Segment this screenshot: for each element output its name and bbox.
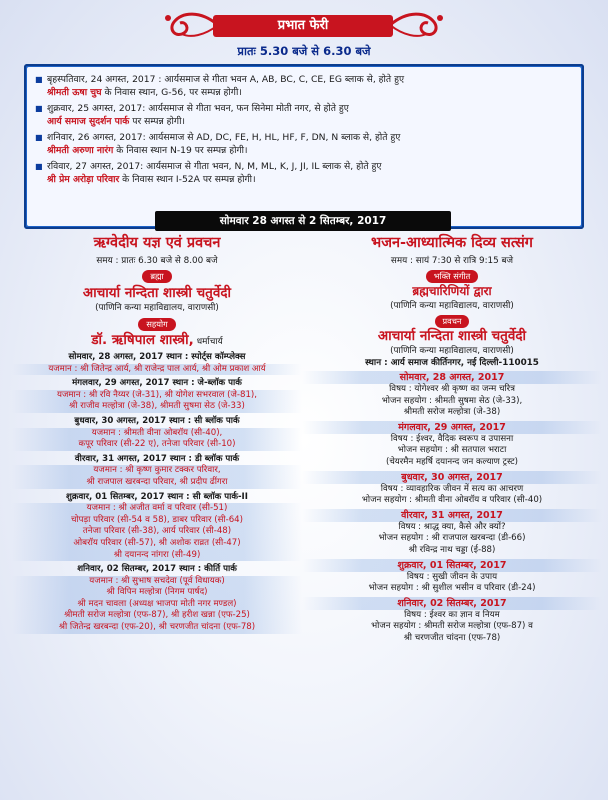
morning-item-text [47, 102, 349, 128]
morning-item-host: श्री प्रेम अरोड़ा परिवार [47, 174, 120, 185]
morning-item-line2 [47, 144, 400, 157]
satsang-day-heading: वीरवार, 31 अगस्त, 2017 [302, 509, 602, 522]
morning-item-rest: के निवास स्थान N-19 पर सम्पन्न होगी। [113, 145, 248, 156]
satsang-day-block [302, 559, 602, 595]
prabhat-pheri-title: प्रभात फेरी [213, 15, 393, 37]
acharya-role: धर्माचार्य [196, 337, 223, 347]
yajna-day-heading: वीरवार, 31 अगस्त, 2017 स्थान : डी ब्लॉक पार्क [74, 453, 240, 464]
yajna-day-line: यजमान : श्री जितेन्द्र आर्य, श्री राजेन्द्र पाल आर्य, श्री ओम प्रकाश आर्य [12, 364, 302, 376]
acharya-name: डॉ. ऋषिपाल शास्त्री, [91, 332, 194, 348]
yajna-day-block [12, 454, 302, 489]
sahyog-label: सहयोग [138, 318, 175, 331]
yajna-day-line: यजमान : श्रीमती वीना ओबरॉय (सी-40), [12, 428, 302, 440]
yajna-day-heading: सोमवार, 28 अगस्त, 2017 स्थान : स्पोर्ट्स कॉम्प्लेक्स [68, 352, 246, 362]
morning-item-text [47, 160, 381, 186]
yajna-day-line: ओबरॉय परिवार (सी-57), श्री अशोक राव्रत (सी-47) [12, 538, 302, 550]
yajna-title: ऋग्वेदीय यज्ञ एवं प्रवचन [93, 235, 221, 251]
satsang-day-block [302, 371, 602, 419]
satsang-day-heading: शनिवार, 02 सितम्बर, 2017 [302, 597, 602, 610]
yajna-day-heading: शनिवार, 02 सितम्बर, 2017 स्थान : कीर्ति पार्क [77, 564, 237, 575]
yajna-day-line: यजमान : श्री कृष्ण कुमार टक्कर परिवार, [12, 465, 302, 477]
satsang-day-line: श्रीमती सरोज मल्होत्रा (जे-38) [403, 407, 501, 418]
morning-item [35, 131, 573, 157]
morning-time: प्रातः 5.30 बजे से 6.30 बजे [237, 44, 371, 58]
satsang-day-line: भोजन सहयोग : श्री सुशील भसीन व परिवार (डी-24) [368, 583, 536, 594]
morning-item-line2 [47, 115, 349, 128]
morning-item [35, 73, 573, 99]
bhakti-name: ब्रह्मचारिणियों द्वारा [412, 284, 492, 298]
satsang-day-heading: सोमवार, 28 अगस्त, 2017 [302, 371, 602, 384]
satsang-day-line: (चेयरमैन महर्षि दयानन्द जन कल्याण ट्रस्ट) [386, 456, 518, 467]
morning-item-rest: के निवास स्थान, G-56, पर सम्पन्न होगी। [101, 87, 242, 98]
yajna-day-line: श्री मदन चावला (अध्यक्ष भाजपा मोती नगर मण्डल) [12, 599, 302, 611]
morning-item [35, 102, 573, 128]
yajna-days [12, 352, 302, 634]
bullet-icon: ■ [35, 104, 43, 113]
satsang-column [302, 234, 602, 645]
yajna-day-line: श्री दयानन्द नांगरा (सी-49) [12, 550, 302, 562]
prabhat-pheri-schedule-box [24, 64, 584, 229]
yajna-day-heading: शुक्रवार, 01 सितम्बर, 2017 स्थान : सी ब्लॉक पार्क-II [66, 491, 248, 502]
yajna-day-line: श्री राजपाल खरबन्दा परिवार, श्री प्रदीप ढींगरा [12, 477, 302, 489]
satsang-day-block [302, 509, 602, 557]
satsang-day-line: विषय : योगेश्वर श्री कृष्ण का जन्म चरित्र [389, 384, 515, 394]
satsang-day-block [302, 597, 602, 645]
bullet-icon: ■ [35, 162, 43, 171]
satsang-day-line: श्री चरणजीत चांदना (एफ-78) [403, 632, 501, 643]
satsang-day-line: विषय : व्यावहारिक जीवन में सत्य का आचरण [380, 483, 524, 494]
satsang-day-line: विषय : श्राद्ध क्या, कैसे और क्यों? [398, 521, 506, 532]
yajna-day-block [12, 564, 302, 634]
morning-item-host: आर्य समाज सुदर्शन पार्क [47, 116, 130, 127]
venue: स्थान : आर्य समाज कीर्तिनगर, नई दिल्ली-110015 [365, 358, 539, 368]
left-swirl-ornament [160, 8, 220, 42]
bhakti-org: (पाणिनि कन्या महाविद्यालय, वाराणसी) [390, 301, 514, 311]
satsang-day-line: विषय : ईश्वर, वैदिक स्वरूप व उपासना [390, 433, 514, 444]
satsang-day-block [302, 471, 602, 507]
yajna-day-line: यजमान : श्री रवि नैय्यर (जे-31), श्री योगेश सभरवाल (जे-81), [12, 390, 302, 402]
pravachan-org: (पाणिनि कन्या महाविद्यालय, वाराणसी) [390, 346, 514, 356]
yajna-column [12, 234, 302, 634]
satsang-title: भजन-आध्यात्मिक दिव्य सत्संग [371, 235, 533, 251]
brahma-label: ब्रह्मा [142, 270, 171, 283]
morning-item-line1: शुक्रवार, 25 अगस्त, 2017: आर्यसमाज से गीता भवन, फन सिनेमा मोती नगर, से होते हुए [47, 103, 349, 114]
yajna-day-line: श्री जितेन्द्र खरबन्दा (एफ-20), श्री चरणजीत चांदना (एफ-78) [12, 622, 302, 634]
satsang-day-heading: शुक्रवार, 01 सितम्बर, 2017 [302, 559, 602, 572]
brahma-org: (पाणिनि कन्या महाविद्यालय, वाराणसी) [95, 303, 219, 313]
yajna-day-line: तनेजा परिवार (सी-38), आर्य परिवार (सी-48) [12, 526, 302, 538]
yajna-day-line: श्री राजीव मल्होत्रा (जे-38), श्रीमती सुषमा सेठ (जे-33) [12, 401, 302, 413]
morning-item-line1: बृहस्पतिवार, 24 अगस्त, 2017 : आर्यसमाज से गीता भवन A, AB, BC, C, CE, EG ब्लाक से, होते हुए [47, 74, 405, 85]
satsang-day-line: भोजन सहयोग : श्रीमती वीना ओबरॉय व परिवार (सी-40) [361, 495, 543, 506]
yajna-day-heading: मंगलवार, 29 अगस्त, 2017 स्थान : जे-ब्लॉक पार्क [72, 378, 242, 389]
morning-list [27, 67, 581, 226]
satsang-days [302, 371, 602, 645]
yajna-time: समय : प्रातः 6.30 बजे से 8.00 बजे [96, 256, 218, 266]
yajna-day-block [12, 352, 302, 375]
yajna-day-line: श्रीमती सरोज मल्होत्रा (एफ-87), श्री हरीश खन्ना (एफ-25) [12, 610, 302, 622]
yajna-day-line: चोपड़ा परिवार (सी-54 व 58), डाबर परिवार (सी-64) [12, 515, 302, 527]
yajna-day-block [12, 378, 302, 413]
brahma-name: आचार्या नन्दिता शास्त्री चतुर्वेदी [82, 285, 232, 301]
yajna-day-line: यजमान : श्री अजीत वर्मा व परिवार (सी-51) [12, 503, 302, 515]
satsang-day-line: विषय : ईश्वर का ज्ञान व नियम [404, 609, 500, 620]
morning-item-host: श्रीमती अरुणा नारंग [47, 145, 114, 156]
satsang-day-heading: मंगलवार, 29 अगस्त, 2017 [302, 421, 602, 434]
morning-item-rest: पर सम्पन्न होगी। [129, 116, 185, 127]
satsang-day-line: विषय : सुखी जीवन के उपाय [406, 571, 498, 582]
morning-item [35, 160, 573, 186]
satsang-day-line: भोजन सहयोग : श्रीमती सरोज मल्होत्रा (एफ-87) व [371, 621, 533, 632]
bhakti-label: भक्ति संगीत [426, 270, 478, 283]
yajna-day-block [12, 492, 302, 562]
date-range-banner: सोमवार 28 अगस्त से 2 सितम्बर, 2017 [155, 211, 451, 231]
morning-item-rest: के निवास स्थान I-52A पर सम्पन्न होगी। [119, 174, 256, 185]
satsang-day-line: भोजन सहयोग : श्री राजपाल खरबन्दा (डी-66) [378, 533, 526, 544]
morning-item-line2 [47, 86, 404, 99]
pravachan-name: आचार्या नन्दिता शास्त्री चतुर्वेदी [377, 328, 527, 344]
bullet-icon: ■ [35, 133, 43, 142]
morning-item-host: श्रीमती ऊषा चुघ [47, 87, 102, 98]
pravachan-label: प्रवचन [435, 315, 470, 328]
satsang-time: समय : सायं 7:30 से रात्रि 9:15 बजे [390, 256, 514, 266]
yajna-day-line: यजमान : श्री सुभाष सचदेवा (पूर्व विधायक) [12, 576, 302, 588]
morning-item-text [47, 73, 404, 99]
satsang-day-line: भोजन सहयोग : श्री सतपाल भराटा [397, 445, 507, 456]
yajna-day-line: कपूर परिवार (सी-22 ए), तनेजा परिवार (सी-10) [12, 439, 302, 451]
morning-item-line1: रविवार, 27 अगस्त, 2017: आर्यसमाज से गीता भवन, N, M, ML, K, J, JI, IL ब्लाक से, होते हुए [47, 161, 382, 172]
morning-item-line1: शनिवार, 26 अगस्त, 2017: आर्यसमाज से AD, DC, FE, H, HL, HF, F, DN, N ब्लाक से, होते हुए [47, 132, 401, 143]
morning-item-line2 [47, 173, 381, 186]
satsang-day-heading: बुधवार, 30 अगस्त, 2017 [302, 471, 602, 484]
morning-item-text [47, 131, 400, 157]
yajna-day-block [12, 416, 302, 451]
satsang-day-line: श्री रविन्द्र नाथ चड्डा (ई-88) [408, 544, 496, 555]
yajna-day-line: श्री विपिन मल्होत्रा (निगम पार्षद) [12, 587, 302, 599]
right-swirl-ornament [388, 8, 448, 42]
yajna-day-heading: बुधवार, 30 अगस्त, 2017 स्थान : सी ब्लॉक पार्क [74, 415, 240, 426]
satsang-day-block [302, 421, 602, 469]
bullet-icon: ■ [35, 75, 43, 84]
satsang-day-line: भोजन सहयोग : श्रीमती सुषमा सेठ (जे-33), [381, 395, 523, 406]
